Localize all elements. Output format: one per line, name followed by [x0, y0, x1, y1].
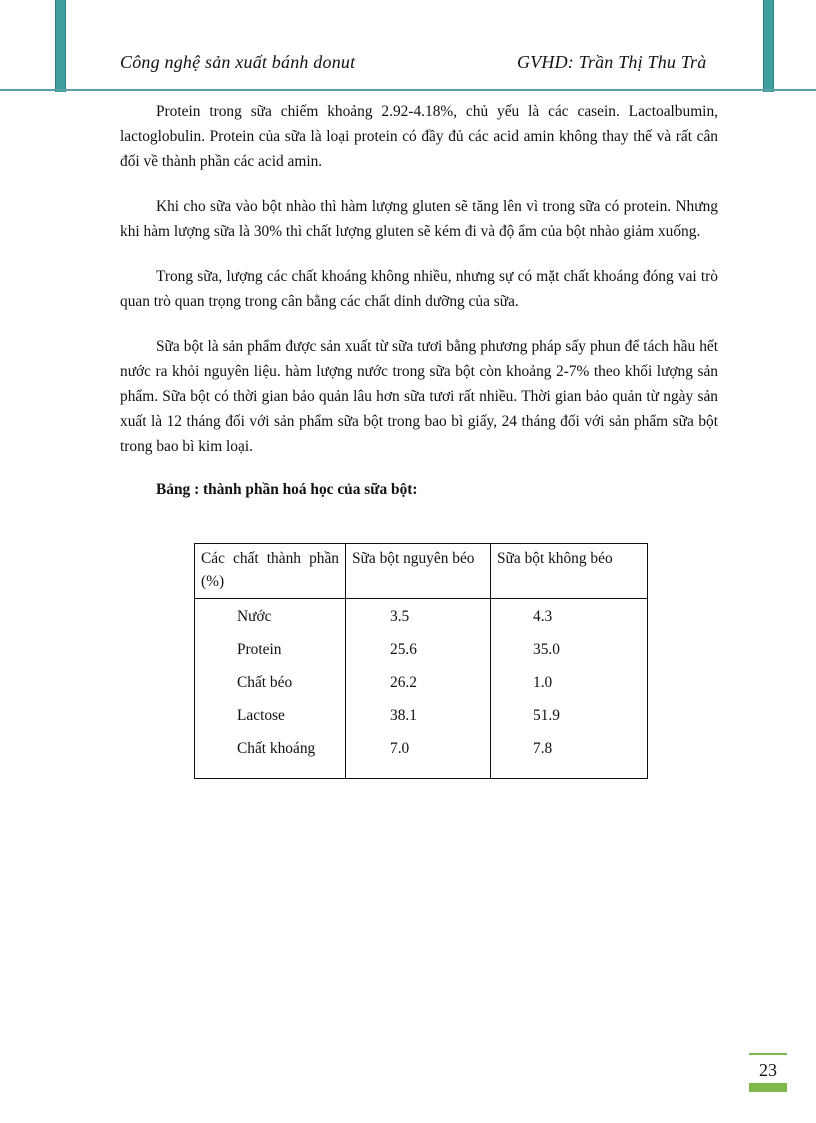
paragraph-minerals: Trong sữa, lượng các chất khoáng không nhiều, nhưng sự có mặt chất khoáng đóng vai trò quan trò quan trọng trong cân bằng các chất dinh dưỡng của sữa. [120, 268, 718, 310]
column-header-whole-milk-powder: Sữa bột nguyên béo [346, 544, 491, 599]
table-cell: 7.0 [390, 740, 410, 757]
header-supervisor: GVHD: Trần Thị Thu Trà [517, 52, 707, 72]
page-number-box [749, 1053, 787, 1092]
table-cell: 7.8 [533, 740, 553, 757]
table-cell: 1.0 [533, 674, 553, 691]
page-body [120, 99, 718, 501]
whole-milk-powder-column [346, 599, 491, 779]
left-decorative-bar [55, 0, 66, 92]
table-body-row [195, 599, 648, 779]
header-rule [0, 89, 816, 91]
table-cell: 35.0 [533, 641, 560, 658]
component-column [195, 599, 346, 779]
paragraph-milk-powder: Sữa bột là sản phẩm được sản xuất từ sữa tươi bằng phương pháp sấy phun để tách hầu hết nước ra khỏi nguyên liệu. hàm lượng nước trong sữa bột còn khoảng 2-7% theo khối lượng sản phẩm. Sữa bột có thời gian bảo quản lâu hơn sữa tươi rất nhiều. Thời gian bảo quản từ ngày sản xuất là 12 tháng đối với sản phẩm sữa bột trong bao bì giấy, 24 tháng đối với sản phẩm sữa bột trong bao bì kim loại. [120, 338, 718, 455]
paragraph-gluten: Khi cho sữa vào bột nhào thì hàm lượng gluten sẽ tăng lên vì trong sữa có protein. Nhưng khi hàm lượng sữa là 30% thì chất lượng gluten sẽ kém đi và độ ẩm của bột nhào giảm xuống. [120, 198, 718, 240]
column-header-skim-milk-powder: Sữa bột không béo [491, 544, 648, 599]
skim-milk-powder-column [491, 599, 648, 779]
table-cell: 4.3 [533, 608, 553, 625]
table-cell: Chất khoáng [237, 740, 316, 757]
header-title: Công nghệ sản xuất bánh donut [120, 52, 356, 72]
table-cell: Protein [237, 641, 282, 658]
page-number-accent [749, 1083, 787, 1092]
table-cell: Nước [237, 608, 272, 625]
composition-table [194, 543, 648, 779]
table-header-row [195, 544, 648, 599]
column-header-component: Các chất thành phần (%) [195, 544, 346, 599]
table-cell: 51.9 [533, 707, 560, 724]
table-caption: Bảng : thành phần hoá học của sữa bột: [156, 481, 418, 498]
table-cell: 25.6 [390, 641, 417, 658]
table-cell: 38.1 [390, 707, 417, 724]
right-decorative-bar [763, 0, 774, 92]
page-number: 23 [759, 1060, 777, 1080]
table-cell: 26.2 [390, 674, 417, 691]
table-cell: 3.5 [390, 608, 410, 625]
paragraph-protein: Protein trong sữa chiếm khoảng 2.92-4.18%, chủ yếu là các casein. Lactoalbumin, lactoglobulin. Protein của sữa là loại protein có đầy đủ các acid amin không thay thế và rất cân đối về thành phần các acid amin. [120, 103, 718, 170]
table-cell: Chất béo [237, 674, 293, 691]
page-header [120, 52, 717, 78]
table-cell: Lactose [237, 707, 285, 724]
